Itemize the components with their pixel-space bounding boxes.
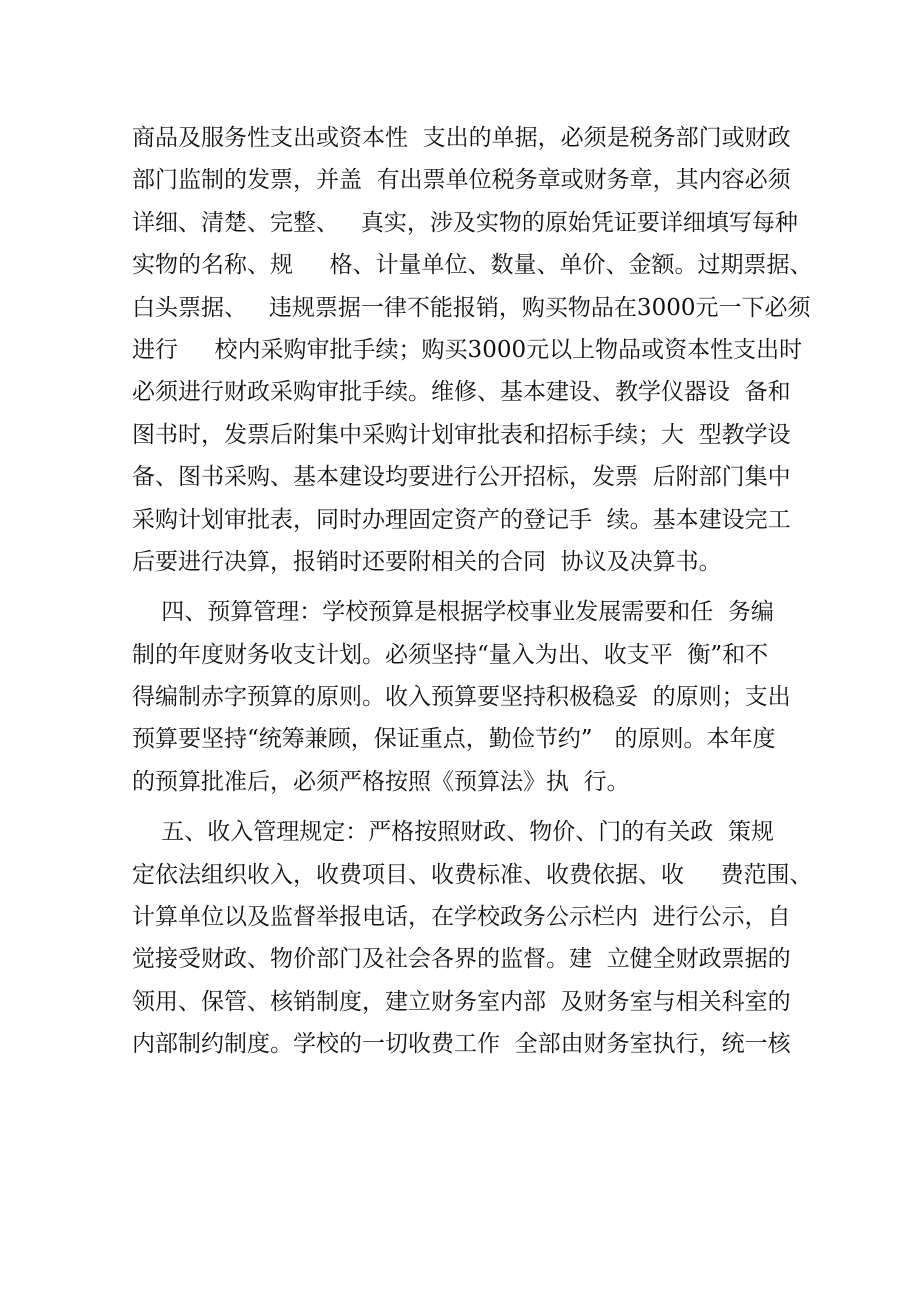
paragraph-spacer (132, 803, 812, 811)
text-line: 制的年度财务收支计划。必须坚持“量入为出、收支平 衡”和不 (132, 641, 769, 668)
text-line: 计算单位以及监督举报电话，在学校政务公示栏内 进行公示，自 (132, 904, 791, 931)
text-line: 后要进行决算，报销时还要附相关的合同 协议及决算书。 (132, 548, 722, 575)
paragraph-receipt-rules (132, 117, 812, 583)
text-line: 得编制赤字预算的原则。收入预算要坚持积极稳妥 的原则；支出 (132, 684, 791, 711)
text-line: 部门监制的发票，并盖 有出票单位税务章或财务章，其内容必须 (132, 167, 791, 194)
text-line: 四、预算管理：学校预算是根据学校事业发展需要和任 务编 (132, 599, 774, 626)
text-line: 的预算批准后，必须严格按照《预算法》执 行。 (132, 768, 630, 795)
text-line: 预算要坚持“统筹兼顾，保证重点，勤俭节约” 的原则。本年度 (132, 726, 776, 753)
text-line: 觉接受财政、物价部门及社会各界的监督。建 立健全财政票据的 (132, 946, 791, 973)
text-line: 内部制约制度。学校的一切收费工作 全部由财务室执行，统一核 (132, 1031, 791, 1058)
paragraph-income-management (132, 811, 812, 1065)
text-line: 五、收入管理规定：严格按照财政、物价、门的有关政 策规 (132, 819, 774, 846)
document-body (132, 117, 812, 1066)
paragraph-spacer (132, 583, 812, 591)
text-line: 详细、清楚、完整、 真实，涉及实物的原始凭证要详细填写每种 (132, 209, 798, 236)
text-line: 白头票据、 违规票据一律不能报销，购买物品在3000元一下必须 (132, 294, 811, 321)
text-line: 进行 校内采购审批手续；购买3000元以上物品或资本性支出时 (132, 336, 803, 363)
text-line: 图书时，发票后附集中采购计划审批表和招标手续；大 型教学设 (132, 421, 791, 448)
text-line: 必须进行财政采购审批手续。维修、基本建设、教学仪器设 备和 (132, 379, 791, 406)
text-line: 备、图书采购、基本建设均要进行公开招标，发票 后附部门集中 (132, 464, 791, 491)
text-line: 定依法组织收入，收费项目、收费标准、收费依据、收 费范围、 (132, 861, 813, 888)
text-line: 领用、保管、核销制度，建立财务室内部 及财务室与相关科室的 (132, 988, 791, 1015)
paragraph-budget-management (132, 591, 812, 803)
text-line: 实物的名称、规 格、计量单位、数量、单价、金额。过期票据、 (132, 252, 813, 279)
text-line: 采购计划审批表，同时办理固定资产的登记手 续。基本建设完工 (132, 506, 791, 533)
text-line: 商品及服务性支出或资本性 支出的单据，必须是税务部门或财政 (132, 125, 791, 151)
